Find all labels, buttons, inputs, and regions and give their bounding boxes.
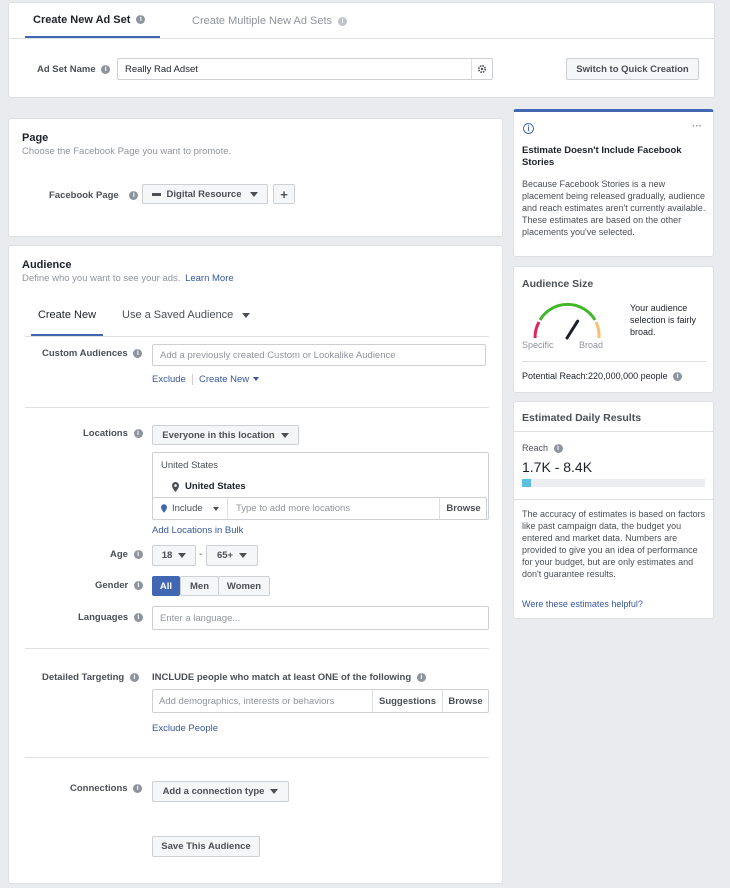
gauge-specific-label: Specific xyxy=(522,340,554,350)
info-icon[interactable]: i xyxy=(554,444,563,453)
page-section-subtitle: Choose the Facebook Page you want to promote. xyxy=(22,146,232,157)
daily-results-divider xyxy=(514,499,713,500)
page-section-title: Page xyxy=(22,132,49,144)
reach-label xyxy=(522,443,563,453)
create-new-link-text: Create New xyxy=(199,374,250,385)
audience-size-card xyxy=(513,266,714,393)
audience-size-divider xyxy=(522,361,706,362)
detailed-targeting-input[interactable]: Add demographics, interests or behaviors xyxy=(159,696,335,707)
section-divider xyxy=(25,407,489,408)
chevron-down-icon xyxy=(270,789,278,794)
custom-audience-input[interactable]: Add a previously created Custom or Lookalike Audience xyxy=(152,344,486,366)
suggestions-label: Suggestions xyxy=(378,695,436,707)
potential-reach-text: Potential Reach:220,000,000 people xyxy=(522,371,668,381)
suggestions-button[interactable] xyxy=(372,690,442,712)
languages-input[interactable]: Enter a language... xyxy=(152,606,489,630)
daily-results-body: The accuracy of estimates is based on factors like past campaign data, the budget you entered and market data. Numbers are provided to give you an idea of performance for your budget, but are only estimates and don't guarantee results. xyxy=(522,509,706,579)
audience-tabs-divider xyxy=(25,336,489,337)
estimate-notice-body: Because Facebook Stories is a new placement being released gradually, audience and reach estimates aren't currently available. These estimates are based on the other placements you've selected. xyxy=(522,179,706,237)
gender-label-text: Gender xyxy=(95,580,129,591)
audience-title: Audience xyxy=(22,259,72,271)
browse-label: Browse xyxy=(448,695,483,707)
languages-label-text: Languages xyxy=(78,612,129,623)
learn-more-link[interactable]: Learn More xyxy=(185,273,234,284)
adset-name-input[interactable] xyxy=(117,58,493,80)
gear-icon-svg xyxy=(477,64,487,74)
browse-targeting-button[interactable] xyxy=(442,690,488,712)
info-icon[interactable]: i xyxy=(133,349,142,358)
custom-audiences-label-text: Custom Audiences xyxy=(42,348,128,359)
location-country: United States xyxy=(161,460,219,471)
info-icon[interactable]: i xyxy=(673,372,682,381)
audience-subtitle-text: Define who you want to see your ads. xyxy=(22,273,181,284)
gauge-broad-label: Broad xyxy=(579,340,604,350)
tab-create-new-label: Create New Ad Set xyxy=(33,13,131,26)
tab-create-multiple[interactable] xyxy=(192,3,347,39)
info-icon[interactable]: i xyxy=(101,65,110,74)
adset-name-value: Really Rad Adset xyxy=(125,63,198,75)
location-include-row xyxy=(152,497,487,520)
gender-men-button[interactable]: Men xyxy=(180,576,219,596)
link-separator xyxy=(192,374,193,385)
info-icon[interactable]: i xyxy=(417,673,426,682)
include-dropdown[interactable] xyxy=(153,498,228,519)
info-icon[interactable]: i xyxy=(129,191,138,200)
connection-type-value: Add a connection type xyxy=(162,786,265,797)
gauge-red-arc xyxy=(535,322,539,338)
info-icon[interactable]: i xyxy=(134,550,143,559)
location-selected-item[interactable] xyxy=(172,481,246,492)
age-label-text: Age xyxy=(110,549,128,560)
chevron-down-icon xyxy=(242,313,250,318)
locations-type-value: Everyone in this location xyxy=(162,429,275,441)
adset-header-card xyxy=(8,2,715,98)
chevron-down-icon xyxy=(178,553,186,558)
browse-locations-button[interactable] xyxy=(439,498,487,519)
age-label xyxy=(110,549,143,560)
info-icon[interactable]: i xyxy=(133,784,142,793)
age-separator: - xyxy=(199,549,203,560)
tab-create-new-audience[interactable] xyxy=(31,309,103,336)
facebook-page-label-text: Facebook Page xyxy=(49,190,119,201)
browse-label: Browse xyxy=(446,503,481,514)
connections-label-text: Connections xyxy=(70,783,128,794)
save-audience-button[interactable]: Save This Audience xyxy=(152,836,260,857)
page-logo-icon xyxy=(152,193,161,196)
locations-type-dropdown[interactable] xyxy=(152,425,299,445)
info-icon[interactable]: i xyxy=(136,15,145,24)
estimate-notice-title: Estimate Doesn't Include Facebook Stories xyxy=(522,145,682,168)
add-locations-bulk-link[interactable]: Add Locations in Bulk xyxy=(152,525,244,536)
location-pin-icon xyxy=(172,482,179,492)
gear-icon[interactable] xyxy=(471,59,492,79)
add-page-button[interactable]: + xyxy=(273,184,295,204)
tab-create-new-audience-label: Create New xyxy=(37,309,97,321)
detailed-targeting-input-row xyxy=(152,689,489,713)
connection-type-dropdown[interactable] xyxy=(152,781,289,802)
gender-label xyxy=(95,580,143,591)
locations-label-text: Locations xyxy=(83,428,128,439)
detailed-targeting-desc-text: INCLUDE people who match at least ONE of the following xyxy=(152,672,412,683)
create-new-link[interactable] xyxy=(199,374,259,385)
info-icon[interactable]: i xyxy=(130,673,139,682)
estimate-notice-card xyxy=(513,109,714,257)
location-selected-label: United States xyxy=(185,481,246,492)
chevron-down-icon xyxy=(250,192,258,197)
tab-saved-audience[interactable] xyxy=(122,309,250,336)
languages-label xyxy=(78,612,143,623)
audience-size-title: Audience Size xyxy=(522,278,594,290)
daily-results-divider xyxy=(514,431,713,432)
facebook-page-label xyxy=(49,190,138,201)
reach-value: 1.7K - 8.4K xyxy=(522,459,593,475)
info-icon[interactable]: i xyxy=(134,429,143,438)
tab-create-multiple-label: Create Multiple New Ad Sets xyxy=(192,15,333,27)
gender-women-button[interactable]: Women xyxy=(218,576,270,596)
chevron-down-icon xyxy=(239,553,247,558)
age-min-value: 18 xyxy=(161,550,173,561)
adset-name-label-text: Ad Set Name xyxy=(37,64,96,75)
audience-card xyxy=(8,245,503,884)
detailed-targeting-label-text: Detailed Targeting xyxy=(42,672,125,683)
audience-size-desc: Your audience selection is fairly broad. xyxy=(630,303,697,337)
age-max-value: 65+ xyxy=(216,550,234,561)
info-icon[interactable]: i xyxy=(134,581,143,590)
more-options-icon[interactable]: ··· xyxy=(692,121,702,132)
tab-saved-audience-label: Use a Saved Audience xyxy=(122,309,234,321)
tab-create-new[interactable] xyxy=(25,3,160,39)
switch-quick-creation-button[interactable]: Switch to Quick Creation xyxy=(566,58,699,80)
facebook-page-dropdown[interactable] xyxy=(142,184,268,204)
reach-bar-fill xyxy=(522,479,531,487)
info-icon[interactable]: i xyxy=(134,613,143,622)
potential-reach xyxy=(522,371,682,381)
tab-divider xyxy=(9,38,714,39)
chevron-down-icon xyxy=(281,433,289,438)
gauge-green-arc xyxy=(540,304,595,320)
info-icon[interactable]: i xyxy=(338,17,347,26)
reach-label-text: Reach xyxy=(522,443,549,453)
page-card xyxy=(8,118,503,237)
exclude-people-link[interactable]: Exclude People xyxy=(152,723,219,734)
age-max-dropdown[interactable] xyxy=(206,545,258,566)
gauge-needle xyxy=(567,321,578,338)
gauge-yellow-arc xyxy=(596,322,599,338)
daily-results-card xyxy=(513,401,714,619)
daily-results-title: Estimated Daily Results xyxy=(522,412,642,424)
age-min-dropdown[interactable] xyxy=(152,545,196,566)
reach-bar-track xyxy=(522,479,705,487)
audience-gauge xyxy=(529,300,605,344)
facebook-page-value: Digital Resource xyxy=(166,188,242,200)
info-circle-icon: i xyxy=(523,123,534,134)
detailed-targeting-label xyxy=(42,672,139,683)
location-search-input[interactable]: Type to add more locations xyxy=(236,503,351,514)
custom-audiences-label xyxy=(42,348,142,359)
estimates-helpful-link[interactable]: Were these estimates helpful? xyxy=(522,599,643,609)
exclude-link[interactable]: Exclude xyxy=(152,374,186,385)
section-divider xyxy=(25,648,489,649)
adset-name-label xyxy=(37,64,110,75)
chevron-down-icon xyxy=(253,377,259,381)
connections-label xyxy=(70,783,142,794)
section-divider xyxy=(25,757,489,758)
include-label: Include xyxy=(172,503,203,514)
detailed-targeting-desc xyxy=(152,672,426,683)
chevron-down-icon xyxy=(213,507,219,511)
location-pin-icon xyxy=(161,504,167,513)
audience-subtitle xyxy=(22,273,234,284)
gender-all-button[interactable]: All xyxy=(152,576,180,596)
locations-label xyxy=(83,428,143,439)
